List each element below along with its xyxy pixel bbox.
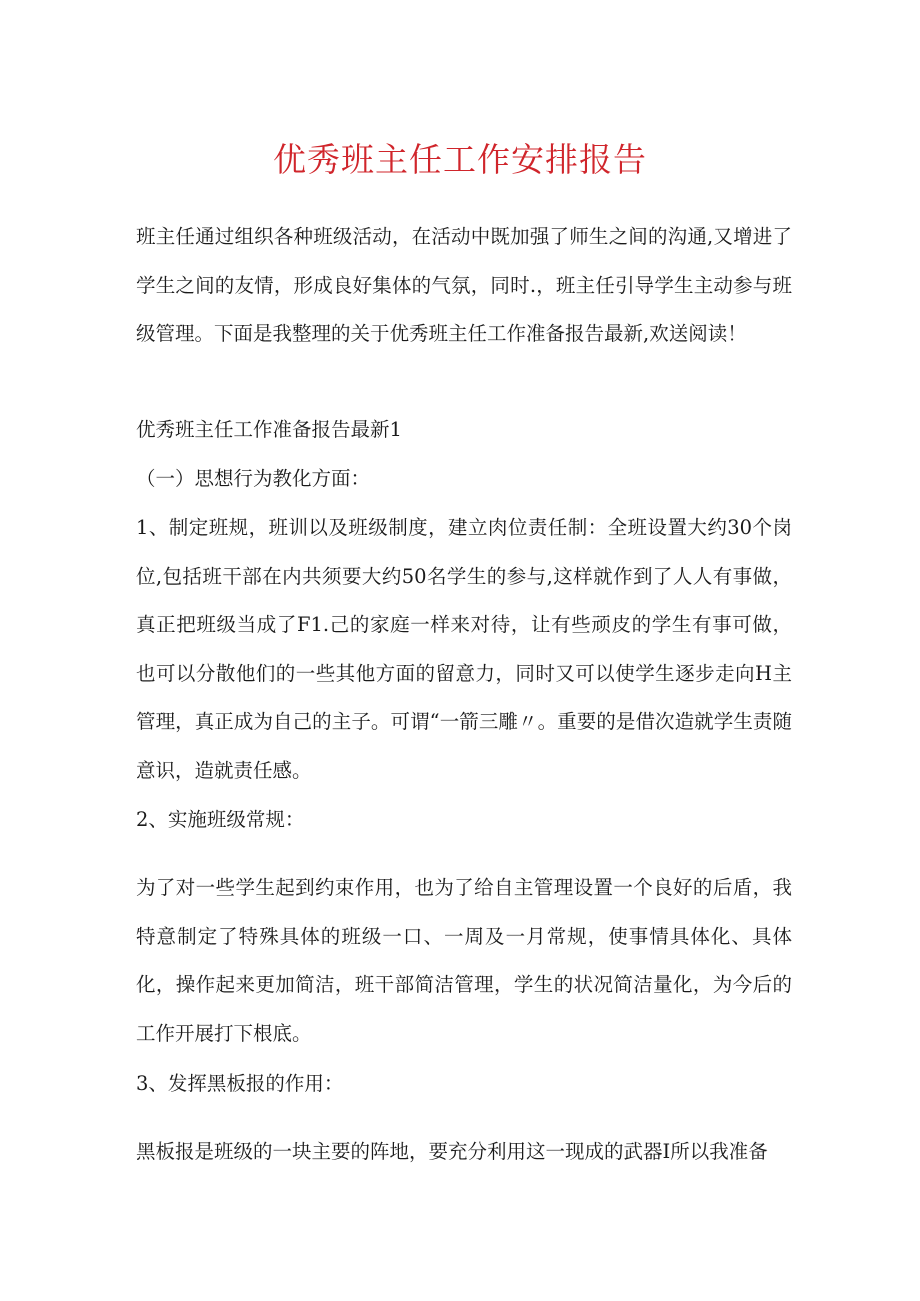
- intro-paragraph: 班主任通过组织各种班级活动，在活动中既加强了师生之间的沟通,又增进了学生之间的友情，形成良好集体的气氛，同时.，班主任引导学生主动参与班级管理。下面是我整理的关于优秀班主任工作准备报告最新,欢送阅读！: [136, 225, 792, 345]
- item-3-heading: 3、发挥黑板报的作用：: [136, 1072, 344, 1095]
- subsection-heading: （一）思想行为教化方面：: [136, 467, 371, 490]
- item-2-heading: 2、实施班级常规：: [136, 808, 305, 831]
- item-3-paragraph: 黑板报是班级的一块主要的阵地，要充分利用这一现成的武器I所以我准备: [136, 1140, 768, 1163]
- item-2-paragraph: 为了对一些学生起到约束作用，也为了给自主管理设置一个良好的后盾，我特意制定了特殊具体的班级一口、一周及一月常规，使事情具体化、具体化，操作起来更加简洁，班干部简洁管理，学生的状况简洁量化，为今后的工作开展打下根底。: [136, 876, 792, 1045]
- document-title: 优秀班主任工作安排报告: [273, 140, 647, 179]
- section-heading: 优秀班主任工作准备报告最新1: [136, 418, 402, 441]
- item-1-paragraph: 1、制定班规，班训以及班级制度，建立肉位责任制：全班设置大约30个岗位,包括班干部在内共须要大约50名学生的参与,这样就作到了人人有事做，真正把班级当成了F1.己的家庭一样来对待，让有些顽皮的学生有事可做，也可以分散他们的一些其他方面的留意力，同时又可以使学生逐步走向H主管理，真正成为自己的主子。可谓“一箭三雕〃。重要的是借次造就学生责随意识，造就责任感。: [136, 516, 792, 782]
